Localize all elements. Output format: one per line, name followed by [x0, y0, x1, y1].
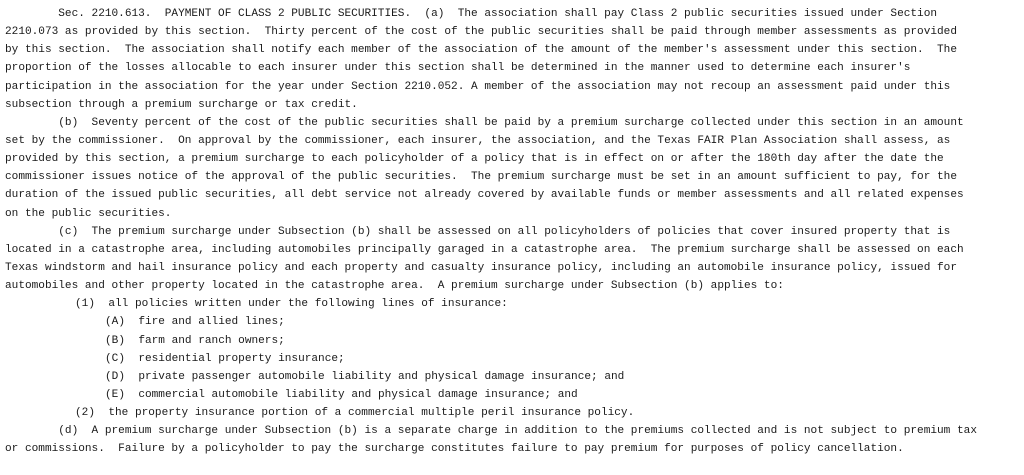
text-line: commissioner issues notice of the approval of the public securities. The premium surcharge must be set in an amount sufficient to pay, for the	[5, 171, 957, 184]
paragraph-d	[5, 422, 1019, 458]
list-lines-of-insurance	[5, 295, 1019, 422]
text-line: participation in the association for the year under Section 2210.052. A member of the association may not recoup an assessment paid under this	[5, 80, 951, 93]
text-line: Sec. 2210.613. PAYMENT OF CLASS 2 PUBLIC SECURITIES. (a) The association shall pay Class 2 public securities issued under Section	[5, 8, 938, 20]
text-line: proportion of the losses allocable to each insurer under this section shall be determined in the manner used to determine each insurer's	[5, 62, 911, 75]
list-item-text: all policies written under the following lines of insurance:	[108, 298, 508, 311]
list-subitem-d	[5, 368, 1019, 386]
list-item-label: (E)	[105, 388, 125, 401]
text-line: 2210.073 as provided by this section. Thirty percent of the cost of the public securities shall be paid through member assessments as provided	[5, 26, 957, 39]
text-line: by this section. The association shall notify each member of the association of the amount of the member's assessment under this section. The	[5, 44, 957, 57]
text-line: on the public securities.	[5, 207, 172, 220]
text-line: (d) A premium surcharge under Subsection (b) is a separate charge in addition to the premiums collected and is not subject to premium tax	[5, 425, 977, 438]
list-item-text: private passenger automobile liability and physical damage insurance; and	[138, 370, 625, 383]
list-subitem-b	[5, 332, 1019, 350]
text-line: subsection through a premium surcharge or tax credit.	[5, 98, 358, 111]
text-line: automobiles and other property located in the catastrophe area. A premium surcharge under Subsection (b) applies to:	[5, 280, 784, 293]
text-line: or commissions. Failure by a policyholder to pay the surcharge constitutes failure to pay premium for purposes of policy cancellation.	[5, 443, 904, 456]
paragraph-b	[5, 114, 1019, 223]
text-line: Texas windstorm and hail insurance policy and each property and casualty insurance policy, including an automobile insurance policy, issued for	[5, 261, 957, 274]
list-item-2	[5, 404, 1019, 422]
list-item-text: farm and ranch owners;	[138, 334, 285, 347]
text-line: duration of the issued public securities, all debt service not already covered by available funds or member assessments and all related expenses	[5, 189, 964, 202]
list-subitem-e	[5, 386, 1019, 404]
text-line: set by the commissioner. On approval by the commissioner, each insurer, the association, and the Texas FAIR Plan Association shall assess, as	[5, 134, 951, 147]
text-line: (c) The premium surcharge under Subsection (b) shall be assessed on all policyholders of policies that cover insured property that is	[5, 225, 951, 238]
list-item-1	[5, 295, 1019, 313]
list-item-text: the property insurance portion of a commercial multiple peril insurance policy.	[108, 407, 635, 420]
text-line: (b) Seventy percent of the cost of the public securities shall be paid by a premium surcharge collected under this section in an amount	[5, 116, 964, 129]
list-item-label: (1)	[75, 298, 95, 311]
paragraph-a	[5, 5, 1019, 114]
paragraph-c	[5, 223, 1019, 296]
list-item-text: fire and allied lines;	[138, 316, 285, 329]
list-item-label: (B)	[105, 334, 125, 347]
list-item-label: (D)	[105, 370, 125, 383]
list-item-label: (A)	[105, 316, 125, 329]
list-subitem-a	[5, 313, 1019, 331]
list-item-label: (2)	[75, 407, 95, 420]
list-item-text: commercial automobile liability and physical damage insurance; and	[138, 388, 578, 401]
list-item-text: residential property insurance;	[138, 352, 345, 365]
text-line: provided by this section, a premium surcharge to each policyholder of a policy that is in effect on or after the 180th day after the date the	[5, 153, 944, 166]
list-subitem-c	[5, 350, 1019, 368]
list-item-label: (C)	[105, 352, 125, 365]
text-line: located in a catastrophe area, including automobiles principally garaged in a catastrophe area. The premium surcharge shall be assessed on each	[5, 243, 964, 256]
